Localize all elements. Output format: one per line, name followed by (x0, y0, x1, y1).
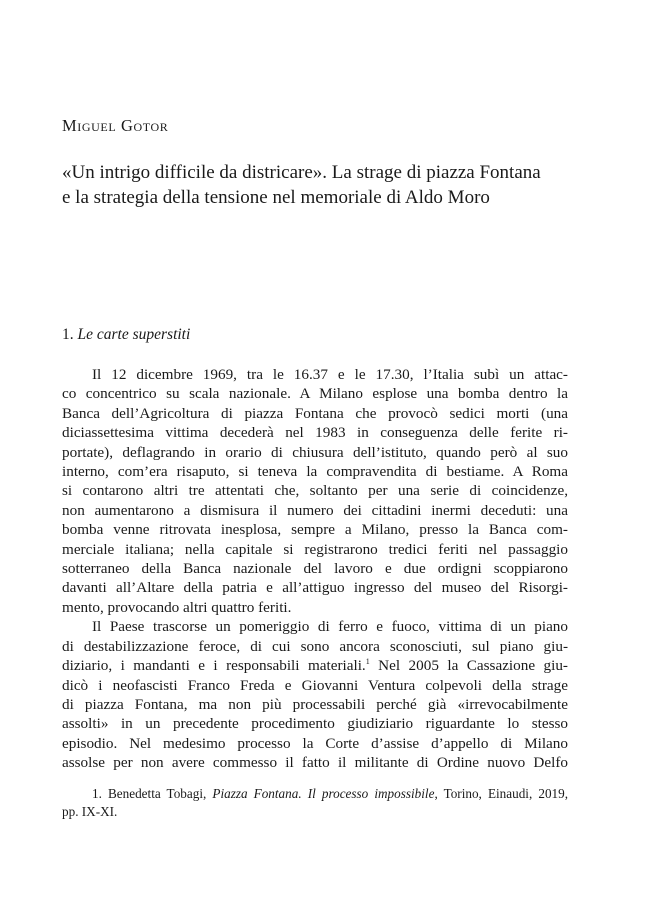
chapter-author: Miguel Gotor (62, 116, 169, 135)
text-fragment: diziario, i mandanti e i responsabili materiali. (62, 657, 366, 675)
text-line: interno, com’era risaputo, si teneva la compravendita di bestiame. A Roma (62, 463, 568, 481)
footnote-number: 1. (92, 786, 102, 801)
chapter-title (62, 160, 582, 210)
section-number: 1. (62, 326, 74, 343)
section-title: Le carte superstiti (77, 326, 191, 343)
text-line: assolse per non avere commesso il fatto il militante di Ordine nuovo Delfo (62, 754, 568, 772)
text-fragment: Nel 2005 la Cassazione giu- (369, 657, 568, 675)
footnote-pages: pp. IX-XI. (62, 804, 118, 819)
text-line: non aumentarono a dismisura il numero dei cittadini inermi deceduti: una (62, 501, 568, 519)
footnote-details: , Torino, Einaudi, 2019, (434, 786, 569, 801)
text-line: mento, provocando altri quattro feriti. (62, 598, 292, 616)
section-heading (62, 326, 190, 344)
text-line: Il Paese trascorse un pomeriggio di ferro e fuoco, vittima di un piano (92, 618, 568, 636)
text-line (62, 656, 568, 675)
text-line: co concentrico su scala nazionale. A Milano esplose una bomba dentro la (62, 385, 568, 403)
chapter-title-line: e la strategia della tensione nel memoriale di Aldo Moro (62, 187, 490, 208)
text-line: assolti» in un precedente procedimento giudiziario riguardante lo stesso (62, 715, 568, 733)
text-line: Il 12 dicembre 1969, tra le 16.37 e le 17.30, l’Italia subì un attac- (92, 366, 568, 383)
footnote-author: Benedetta Tobagi, (107, 786, 207, 801)
footnote-work: Piazza Fontana. Il processo impossibile (212, 786, 435, 801)
footnote (62, 785, 568, 821)
text-line: portate), deflagrando in orario di chiusura dell’istituto, quando però al suo (62, 443, 568, 461)
text-line: di destabilizzazione feroce, di cui sono ancora sconosciuti, sul piano giu- (62, 637, 568, 655)
body-text (62, 365, 568, 773)
text-line: bomba venne ritrovata inesplosa, sempre a Milano, presso la Banca com- (62, 521, 568, 539)
text-line: dicò i neofascisti Franco Freda e Giovanni Ventura colpevoli della strage (62, 676, 568, 694)
chapter-title-line: «Un intrigo difficile da districare». La strage di piazza Fontana (62, 162, 541, 183)
text-line: si contarono altri tre attentati che, soltanto per una serie di coincidenze, (62, 482, 568, 500)
text-line: davanti all’Altare della patria e all’attiguo ingresso del museo del Risorgi- (62, 579, 568, 597)
text-line: merciale italiana; nella capitale si registrarono tredici feriti nel passaggio (62, 540, 568, 558)
text-line: sotterraneo della Banca nazionale del lavoro e due ordigni scoppiarono (62, 560, 568, 578)
text-line: di piazza Fontana, ma non più processabili perché già «irrevocabilmente (62, 695, 568, 713)
footnote-ref[interactable]: 1 (365, 657, 370, 667)
text-line: diciassettesima vittima decederà nel 1983 in conseguenza delle ferite ri- (62, 424, 568, 442)
footnote-line (62, 785, 568, 803)
text-line: episodio. Nel medesimo processo la Corte d’assise d’appello di Milano (62, 734, 568, 752)
text-line: Banca dell’Agricoltura di piazza Fontana che provocò sedici morti (una (62, 404, 568, 422)
